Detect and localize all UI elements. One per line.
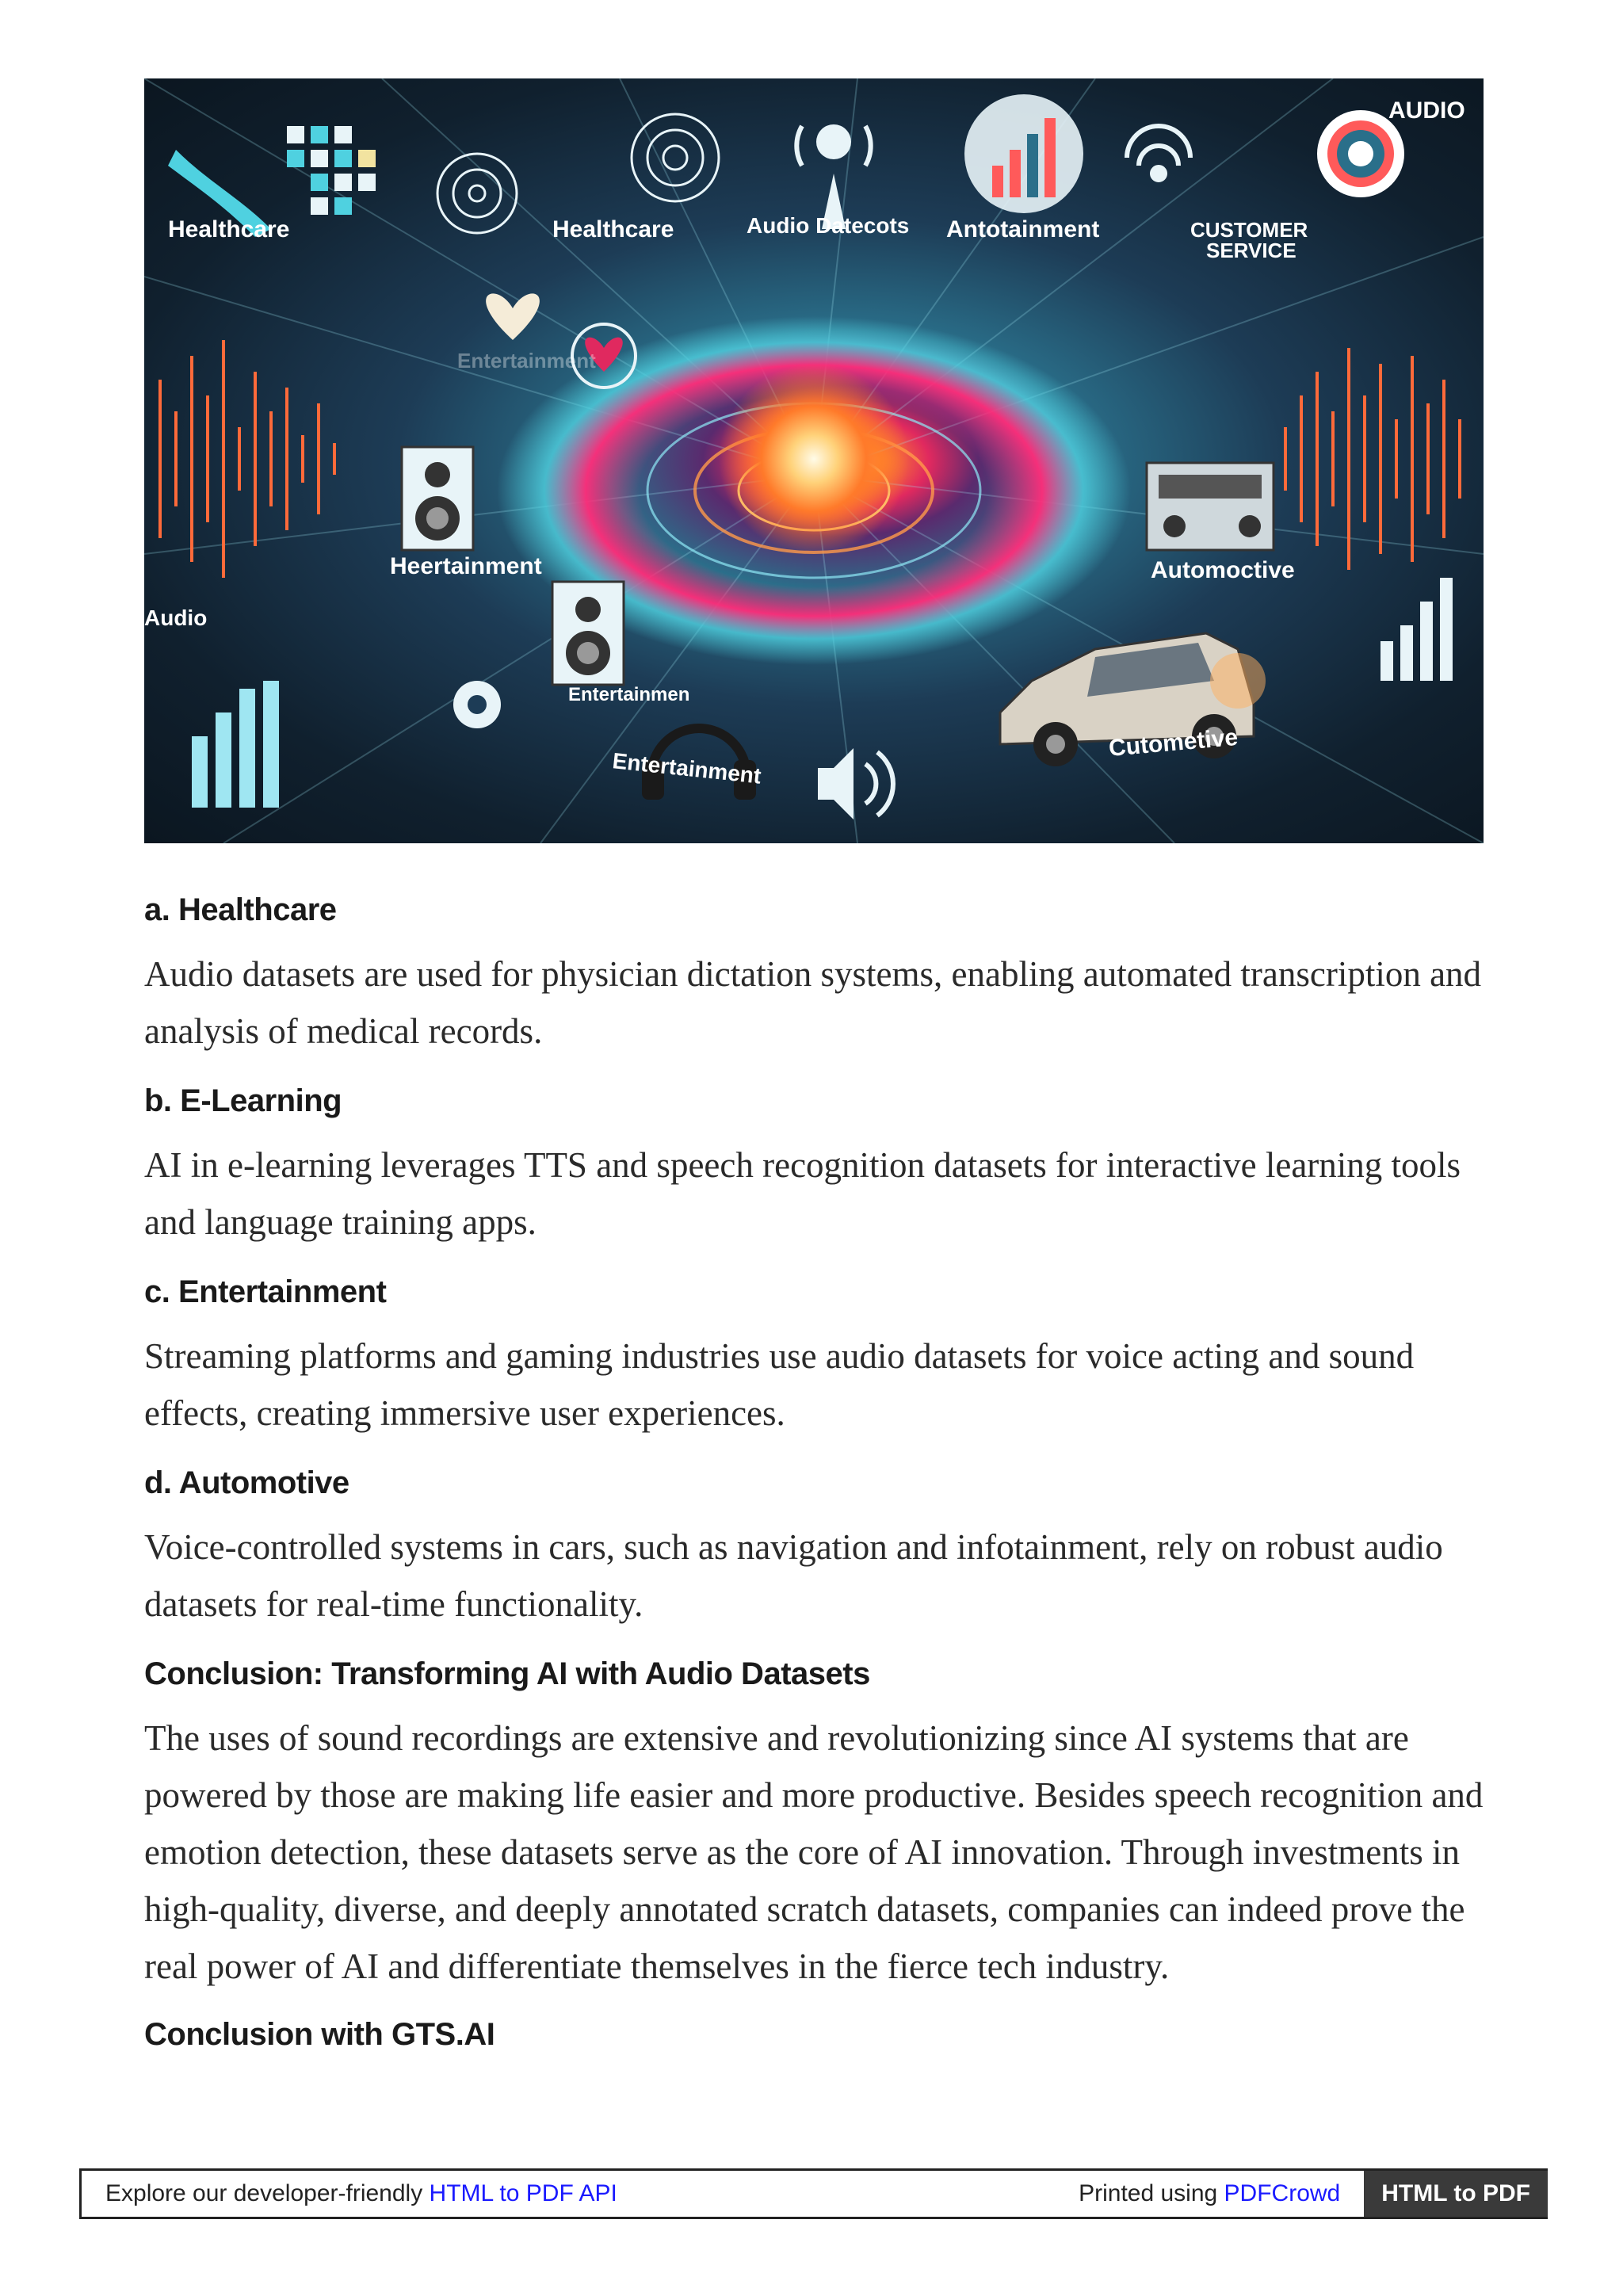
pdfcrowd-link[interactable]: PDFCrowd [1224, 2180, 1341, 2206]
section-body-entertainment: Streaming platforms and gaming industries use audio datasets for voice acting and sound effects, creating immersive user experiences. [144, 1336, 1415, 1433]
footer-left-text: Explore our developer-friendly [105, 2180, 430, 2206]
footer-left [82, 2180, 1079, 2207]
hero-label-service: SERVICE [1206, 239, 1296, 262]
hero-label-heertainment: Heertainment [390, 553, 542, 579]
radio-icon [1147, 463, 1274, 550]
hero-label-entertainment-faint: Entertainment [457, 349, 596, 372]
wifi-icon [1127, 126, 1190, 180]
section-body-healthcare: Audio datasets are used for physician dictation systems, enabling automated transcription and analysis of medical records. [144, 954, 1482, 1051]
speaker-icon-2 [552, 582, 624, 685]
section-heading-entertainment: c. Entertainment [144, 1274, 387, 1309]
pdfcrowd-footer [79, 2168, 1548, 2219]
hero-label-healthcare: Healthcare [168, 216, 290, 243]
hero-label-entertainment-bottom: Entertainment [611, 748, 762, 789]
hero-label-audio-datecots: Audio Datecots [747, 213, 910, 238]
hero-label-audio-top: AUDIO [1388, 97, 1465, 124]
hero-label-entertainment-small: Entertainmen [568, 684, 690, 705]
html-to-pdf-button[interactable]: HTML to PDF [1364, 2171, 1548, 2217]
footer-right-text: Printed using [1079, 2180, 1224, 2206]
bar-chart-icon [192, 681, 279, 808]
section-heading-conclusion-gts: Conclusion with GTS.AI [144, 2017, 495, 2052]
hero-illustration [144, 78, 1484, 843]
bar-chart-top-icon [964, 94, 1083, 213]
hero-label-antotainment: Antotainment [946, 216, 1100, 243]
heart-icon [486, 293, 540, 340]
gear-icon [453, 681, 501, 728]
radar-icon [437, 114, 719, 233]
hero-label-customer: CUSTOMER [1190, 218, 1308, 242]
section-heading-healthcare: a. Healthcare [144, 892, 337, 927]
speaker-icon [402, 447, 473, 550]
hero-image [144, 78, 1484, 843]
volume-icon [818, 748, 893, 819]
section-heading-automotive: d. Automotive [144, 1465, 349, 1500]
sound-wave-right [1285, 348, 1460, 570]
section-body-conclusion: The uses of sound recordings are extensive and revolutionizing since AI systems that are powered by those are making life easier and more productive. Besides speech recognition and emotion detection, these datasets serve as the core of AI innovation. Through investments in high-quality, diverse, and deeply annotated scratch datasets, companies can indeed prove the real power of AI and differentiate themselves in the fierce tech industry. [144, 1718, 1484, 1986]
section-heading-conclusion: Conclusion: Transforming AI with Audio Datasets [144, 1656, 870, 1691]
hero-label-cutometive: Cutometive [1107, 724, 1239, 762]
hero-label-automoctive: Automoctive [1151, 557, 1295, 583]
html-to-pdf-api-link[interactable]: HTML to PDF API [429, 2180, 617, 2206]
footer-right [1079, 2180, 1364, 2207]
section-body-automotive: Voice-controlled systems in cars, such as navigation and infotainment, rely on robust audio datasets for real-time functionality. [144, 1527, 1443, 1624]
section-body-elearning: AI in e-learning leverages TTS and speech recognition datasets for interactive learning tools and language training apps. [144, 1145, 1461, 1242]
article [144, 78, 1484, 2053]
hero-label-audio-left: Audio [144, 606, 208, 630]
bar-chart-icon-right [1381, 578, 1453, 681]
section-heading-elearning: b. E-Learning [144, 1083, 342, 1118]
center-glow [719, 364, 909, 554]
hero-label-healthcare-2: Healthcare [552, 216, 674, 243]
